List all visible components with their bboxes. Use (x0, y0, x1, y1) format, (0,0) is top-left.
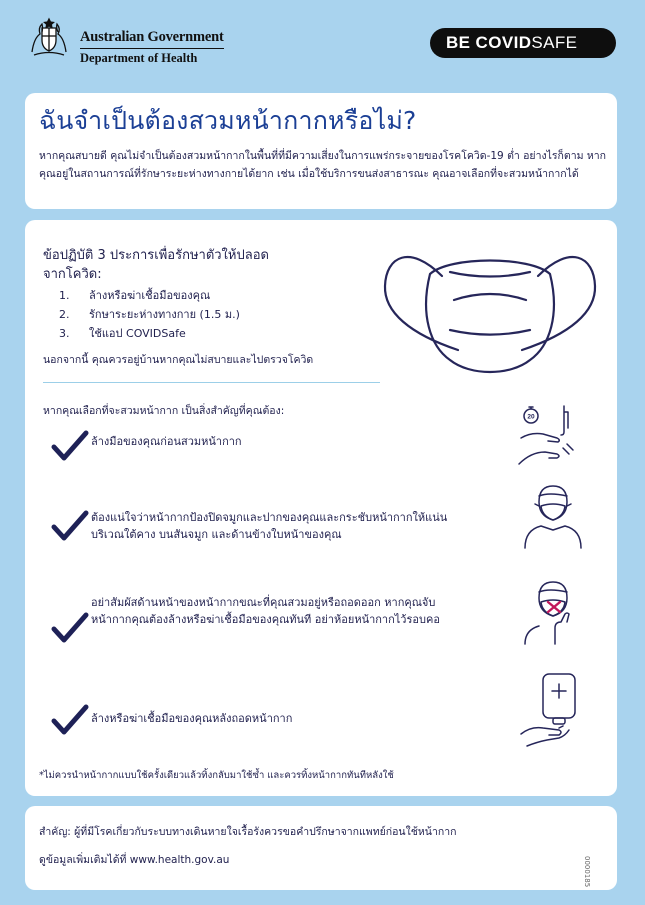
hand-washing-timer-icon (517, 404, 585, 472)
do-not-touch-mask-icon (517, 578, 585, 646)
header (0, 0, 645, 88)
step-number: 3. (59, 327, 70, 340)
main-card (25, 220, 617, 796)
checkmark-icon (51, 612, 89, 644)
footer-card (25, 806, 617, 890)
document-code: 0000185 (583, 856, 591, 888)
footnote: *ไม่ควรนำหน้ากากแบบใช้ครั้งเดียวแล้วทิ้งกลับมาใช้ซ้ำ และควรทิ้งหน้ากากทันทีหลังใช้ (39, 770, 394, 781)
badge-safe: SAFE (531, 33, 578, 52)
hand-sanitiser-dispenser-icon (517, 670, 585, 750)
list-item (59, 305, 240, 324)
list-item (59, 286, 240, 305)
timer-label: 20 (527, 413, 535, 421)
step-text: ใช้แอป COVIDSafe (89, 327, 186, 340)
checkmark-icon (51, 510, 89, 542)
step-number: 1. (59, 289, 70, 302)
steps-list (59, 286, 240, 343)
face-mask-illustration (380, 234, 600, 384)
checkmark-icon (51, 704, 89, 736)
more-info-link[interactable]: ดูข้อมูลเพิ่มเติมได้ที่ www.health.gov.au (39, 854, 230, 866)
page-title: ฉันจำเป็นต้องสวมหน้ากากหรือไม่? (39, 106, 417, 135)
requirement-text: ล้างมือของคุณก่อนสวมหน้ากาก (91, 435, 242, 448)
step-text: รักษาระยะห่างทางกาย (1.5 ม.) (89, 308, 240, 321)
government-wordmark (80, 28, 224, 66)
list-item (59, 324, 240, 343)
step-number: 2. (59, 308, 70, 321)
step-text: ล้างหรือฆ่าเชื้อมือของคุณ (89, 289, 211, 302)
stay-home-text: นอกจากนี้ คุณควรอยู่บ้านหากคุณไม่สบายและไปตรวจโควิด (43, 354, 314, 366)
requirement-text: ต้องแน่ใจว่าหน้ากากป้องปิดจมูกและปากของคุณและกระชับหน้ากากให้แน่นบริเวณใต้คาง บนสันจมูก และด้านข้างใบหน้าของคุณ (91, 511, 448, 541)
intro-text: หากคุณสบายดี คุณไม่จำเป็นต้องสวมหน้ากากในพื้นที่ที่มีความเสี่ยงในการแพร่กระจายของโรคโควิด-19 ต่ำ อย่างไรก็ตาม หากคุณอยู่ในสถานการณ์ที่รักษาระยะห่างทางกายได้ยาก เช่น เมื่อใช้บริการขนส่งสาธารณะ คุณอาจเลือกที่จะสวมหน้ากากได้ (39, 150, 607, 180)
coat-of-arms-icon (26, 14, 72, 60)
checkmark-icon (51, 430, 89, 462)
person-wearing-mask-icon (517, 482, 585, 550)
intro-card (25, 93, 617, 209)
department-name: Department of Health (80, 51, 198, 65)
important-note: สำคัญ: ผู้ที่มีโรคเกี่ยวกับระบบทางเดินหายใจเรื้อรังควรขอคำปรึกษาจากแพทย์ก่อนใช้หน้ากาก (39, 826, 457, 838)
divider (43, 382, 380, 383)
be-covidsafe-badge (430, 28, 616, 58)
government-name: Australian Government (80, 29, 224, 49)
requirement-text: ล้างหรือฆ่าเชื้อมือของคุณหลังถอดหน้ากาก (91, 712, 293, 725)
choose-mask-text: หากคุณเลือกที่จะสวมหน้ากาก เป็นสิ่งสำคัญที่คุณต้อง: (43, 405, 285, 417)
steps-title: ข้อปฏิบัติ 3 ประการเพื่อรักษาตัวให้ปลอด จากโควิด: (43, 248, 269, 282)
badge-covid: COVID (475, 33, 532, 52)
badge-be: BE (446, 33, 476, 52)
requirement-text: อย่าสัมผัสด้านหน้าของหน้ากากขณะที่คุณสวมอยู่หรือถอดออก หากคุณจับหน้ากากคุณต้องล้างหรือฆ่าเชื้อมือของคุณทันที อย่าห้อยหน้ากากไว้รอบคอ (91, 596, 440, 626)
